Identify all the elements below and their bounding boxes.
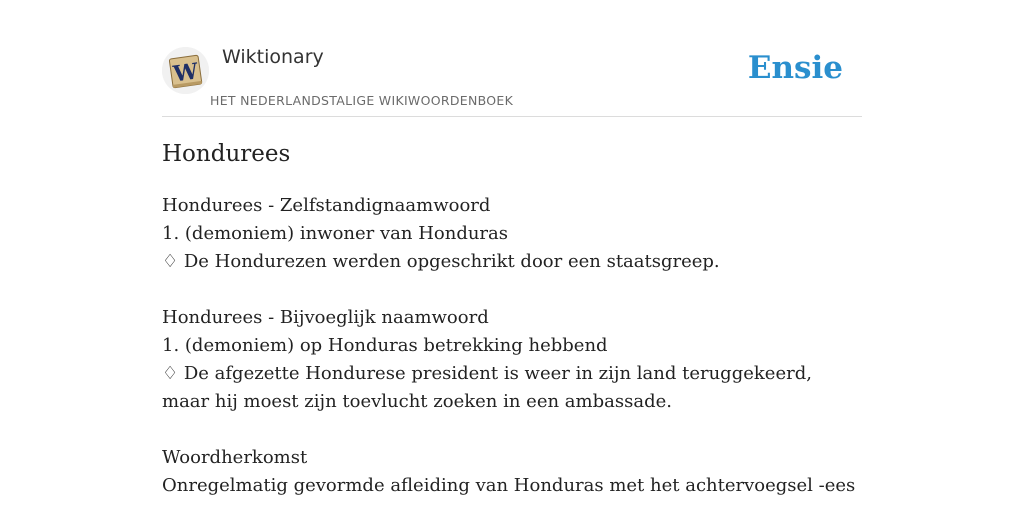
- definition-noun: 1. (demoniem) inwoner van Honduras: [162, 223, 509, 244]
- example-noun: ♢ De Hondurezen werden opgeschrikt door een staatsgreep.: [162, 251, 720, 272]
- wiktionary-logo-icon[interactable]: [162, 47, 209, 94]
- section-heading-etymology: Woordherkomst: [162, 447, 308, 468]
- definition-adjective: 1. (demoniem) op Honduras betrekking hebbend: [162, 335, 608, 356]
- ensie-brand-link[interactable]: Ensie: [747, 50, 843, 86]
- page-title: Hondurees: [162, 141, 291, 167]
- entry-content: [162, 192, 862, 500]
- section-heading-noun: Hondurees - Zelfstandignaamwoord: [162, 195, 491, 216]
- site-name[interactable]: Wiktionary: [222, 46, 324, 68]
- section-spacer: [162, 416, 862, 444]
- site-header: [162, 44, 862, 117]
- section-heading-adjective: Hondurees - Bijvoeglijk naamwoord: [162, 307, 489, 328]
- etymology-text: Onregelmatig gevormde afleiding van Honduras met het achtervoegsel -ees: [162, 475, 856, 496]
- example-adjective: ♢ De afgezette Hondurese president is weer in zijn land teruggekeerd, maar hij moest zijn toevlucht zoeken in een ambassade.: [162, 363, 812, 412]
- site-tagline: HET NEDERLANDSTALIGE WIKIWOORDENBOEK: [210, 93, 514, 108]
- svg-text:W: W: [171, 58, 200, 88]
- section-spacer: [162, 276, 862, 304]
